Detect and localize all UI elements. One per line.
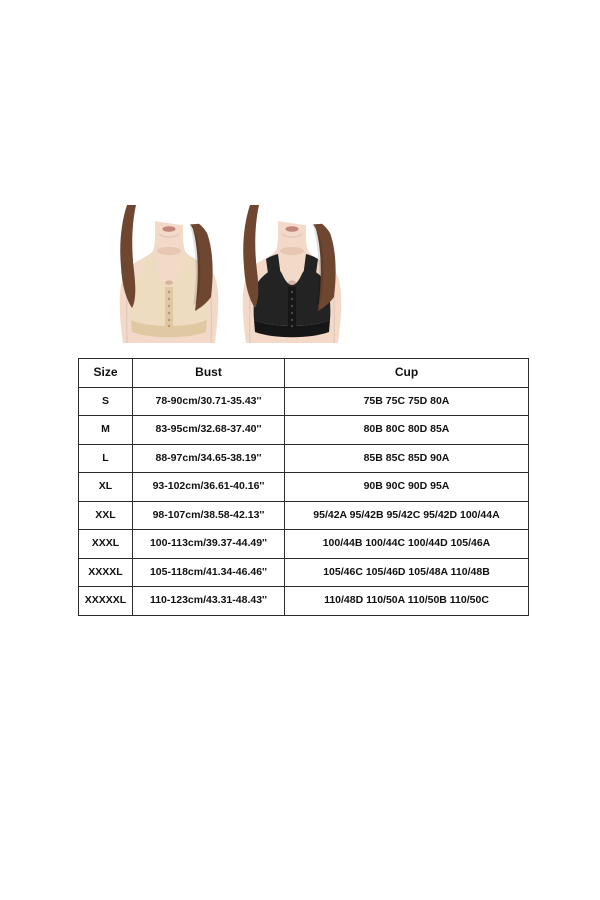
size-chart-table [78,358,529,616]
model-figure [120,205,225,343]
bust-cell: 78-90cm/30.71-35.43'' [133,387,285,416]
face-crop-mask [141,205,225,225]
bra-closure-strip [288,287,296,331]
bust-cell: 110-123cm/43.31-48.43'' [133,587,285,616]
size-cell: XXXXXL [79,587,133,616]
cup-cell: 75B 75C 75D 80A [285,387,529,416]
size-chart-header-row [79,359,529,388]
table-row [79,530,529,559]
table-row [79,587,529,616]
model-lips [286,226,299,232]
table-row [79,416,529,445]
cup-cell: 90B 90C 90D 95A [285,473,529,502]
cup-cell: 100/44B 100/44C 100/44D 105/46A [285,530,529,559]
cup-cell: 110/48D 110/50A 110/50B 110/50C [285,587,529,616]
neck-shadow [280,247,304,255]
bust-cell: 93-102cm/36.61-40.16'' [133,473,285,502]
bust-cell: 98-107cm/38.58-42.13'' [133,501,285,530]
table-row [79,387,529,416]
size-cell: XL [79,473,133,502]
size-cell: XXXXL [79,558,133,587]
table-row [79,501,529,530]
bra-closure-strip [165,287,173,331]
cup-cell: 105/46C 105/46D 105/48A 110/48B [285,558,529,587]
cup-cell: 80B 80C 80D 85A [285,416,529,445]
product-photo-beige-bra [113,205,225,343]
size-cell: XXXL [79,530,133,559]
table-row [79,444,529,473]
table-row [79,473,529,502]
size-cell: L [79,444,133,473]
size-cell: S [79,387,133,416]
size-cell: M [79,416,133,445]
product-photo-black-bra [236,205,348,343]
bust-cell: 88-97cm/34.65-38.19'' [133,444,285,473]
neck-shadow [157,247,181,255]
model-lips [163,226,176,232]
cup-cell: 95/42A 95/42B 95/42C 95/42D 100/44A [285,501,529,530]
header-bust: Bust [133,359,285,388]
product-photos [113,205,348,343]
face-crop-mask [264,205,348,225]
bust-cell: 83-95cm/32.68-37.40'' [133,416,285,445]
header-size: Size [79,359,133,388]
size-cell: XXL [79,501,133,530]
bust-cell: 100-113cm/39.37-44.49'' [133,530,285,559]
bust-cell: 105-118cm/41.34-46.46'' [133,558,285,587]
table-row [79,558,529,587]
model-figure [243,205,348,343]
header-cup: Cup [285,359,529,388]
cup-cell: 85B 85C 85D 90A [285,444,529,473]
